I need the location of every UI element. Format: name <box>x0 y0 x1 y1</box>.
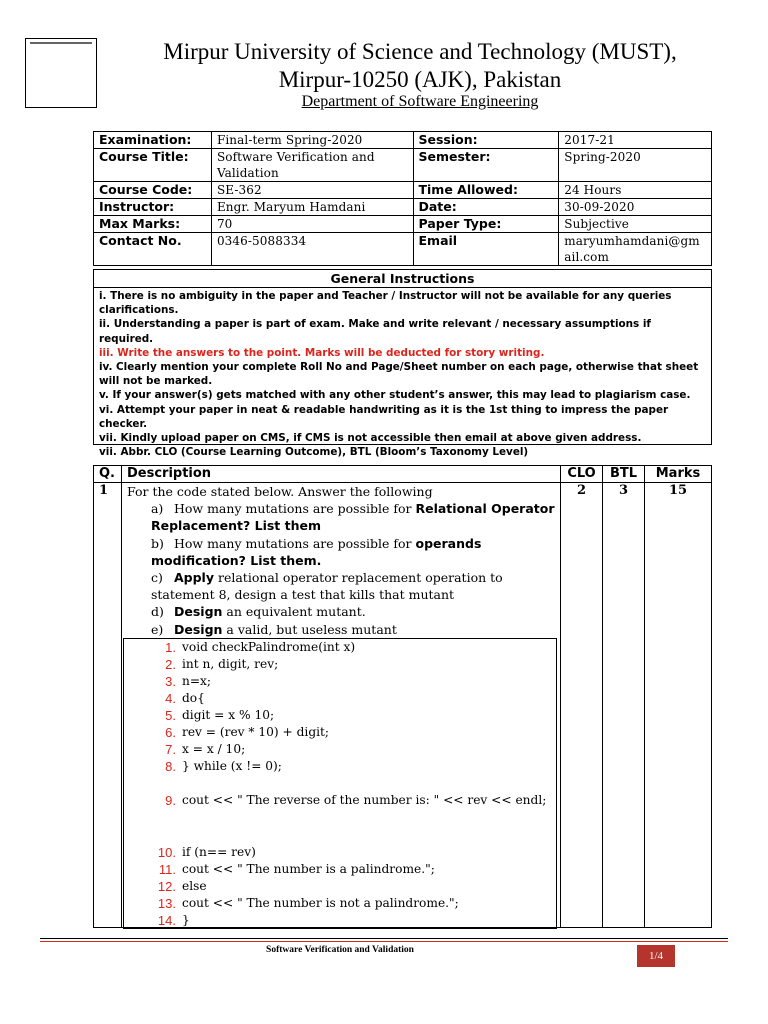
instruction-item: i. There is no ambiguity in the paper and Teacher / Instructor will not be available for any queries clarifications. <box>99 290 672 317</box>
max-marks-value: 70 <box>211 216 413 233</box>
table-row <box>94 216 712 233</box>
instruction-item: iv. Clearly mention your complete Roll No and Page/Sheet number on each page, otherwise that sheet will not be marked. <box>99 361 699 388</box>
course-title-label: Course Title: <box>94 149 212 182</box>
semester-value: Spring-2020 <box>559 149 712 182</box>
instructions-title: General Instructions <box>94 270 711 288</box>
university-logo <box>25 38 97 108</box>
email-label: Email <box>413 233 559 266</box>
table-row <box>94 132 712 149</box>
description-header: Description <box>121 466 560 483</box>
table-row <box>94 466 712 483</box>
instructor-label: Instructor: <box>94 199 212 216</box>
max-marks-label: Max Marks: <box>94 216 212 233</box>
email-value: maryumhamdani@gmail.com <box>559 233 712 266</box>
instruction-item: vi. Attempt your paper in neat & readable handwriting as it is the 1st thing to impress the paper checker. <box>99 403 669 430</box>
course-code-value: SE-362 <box>211 182 413 199</box>
university-name-line1: Mirpur University of Science and Technology (MUST), <box>163 39 677 64</box>
question-intro: For the code stated below. Answer the following <box>126 484 433 499</box>
instruction-item: iii. Write the answers to the point. Marks will be deducted for story writing. <box>99 346 545 359</box>
subquestion-b: b) How many mutations are possible for operands modification? List them. <box>150 535 482 568</box>
instruction-item: ii. Understanding a paper is part of exam. Make and write relevant / necessary assumptions if required. <box>99 318 651 345</box>
subquestion-c: c) Apply relational operator replacement operation to statement 8, design a test that kills that mutant <box>150 570 503 603</box>
contact-value: 0346-5088334 <box>211 233 413 266</box>
contact-label: Contact No. <box>94 233 212 266</box>
course-title-value: Software Verification and Validation <box>211 149 413 182</box>
session-value: 2017-21 <box>559 132 712 149</box>
table-row <box>94 149 712 182</box>
q-header: Q. <box>94 466 122 483</box>
course-code-label: Course Code: <box>94 182 212 199</box>
instruction-item: v. If your answer(s) gets matched with any other student’s answer, this may lead to plagiarism case. <box>99 389 691 402</box>
clo-value: 2 <box>561 483 603 928</box>
exam-info-table <box>93 131 712 266</box>
session-label: Session: <box>413 132 559 149</box>
time-allowed-value: 24 Hours <box>559 182 712 199</box>
subquestion-e: e) Design a valid, but useless mutant <box>150 621 397 637</box>
page-number-badge: 1/4 <box>637 945 675 967</box>
code-listing: 1. void checkPalindrome(int x) 2. int n, digit, rev; 3. n=x; 4. do{ 5. digit = x % 10; 6. rev = (rev * 10) + digit; 7. x = x / 10; 8. } while (x != 0); 9. cout << " The reverse of the number is: " << rev << endl; 10. if (n== rev) 11. cout << " The number is a palindrome."; 12. else 13. cout << " The number is not a palindrome."; 14. } <box>123 638 557 929</box>
semester-label: Semester: <box>413 149 559 182</box>
question-number: 1 <box>94 483 122 928</box>
paper-type-label: Paper Type: <box>413 216 559 233</box>
department-name: Department of Software Engineering <box>301 93 539 110</box>
subquestion-a: a) How many mutations are possible for Relational Operator Replacement? List them <box>150 501 555 534</box>
date-label: Date: <box>413 199 559 216</box>
examination-value: Final-term Spring-2020 <box>211 132 413 149</box>
general-instructions <box>93 269 712 459</box>
btl-value: 3 <box>603 483 645 928</box>
footer-divider-accent <box>40 941 728 942</box>
table-row <box>94 233 712 266</box>
instruction-item: vii. Abbr. CLO (Course Learning Outcome), BTL (Bloom’s Taxonomy Level) <box>99 446 529 459</box>
time-allowed-label: Time Allowed: <box>413 182 559 199</box>
footer-title: Software Verification and Validation <box>266 945 414 955</box>
clo-header: CLO <box>561 466 603 483</box>
university-name-line2: Mirpur-10250 (AJK), Pakistan <box>278 67 562 92</box>
instructor-value: Engr. Maryum Hamdani <box>211 199 413 216</box>
footer-divider <box>40 938 728 939</box>
btl-header: BTL <box>603 466 645 483</box>
paper-type-value: Subjective <box>559 216 712 233</box>
table-row <box>94 199 712 216</box>
subquestion-d: d) Design an equivalent mutant. <box>150 604 366 620</box>
marks-value: 15 <box>645 483 712 928</box>
instruction-item: vii. Kindly upload paper on CMS, if CMS is not accessible then email at above given address. <box>99 432 642 445</box>
table-row <box>94 182 712 199</box>
marks-header: Marks <box>645 466 712 483</box>
date-value: 30-09-2020 <box>559 199 712 216</box>
examination-label: Examination: <box>94 132 212 149</box>
